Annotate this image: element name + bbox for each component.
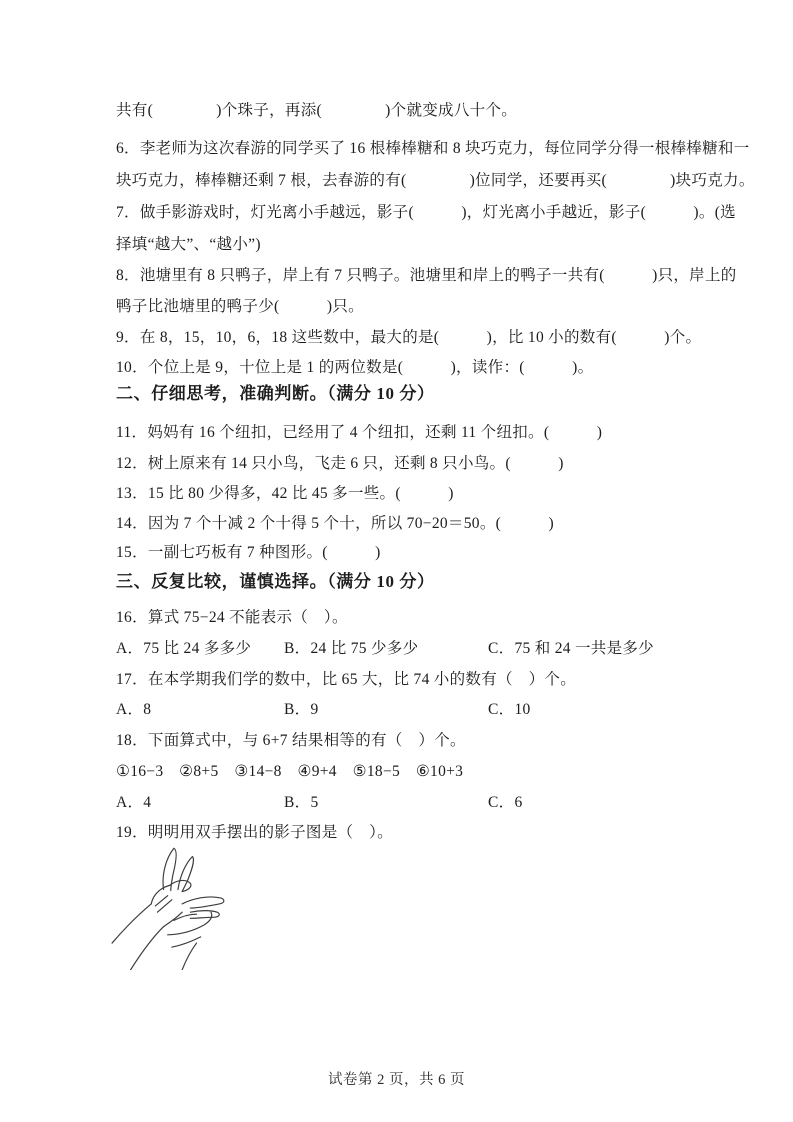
question-17-option-b: B．9	[284, 701, 319, 718]
question-18: 18．下面算式中，与 6+7 结果相等的有（ ）个。	[116, 732, 466, 749]
question-18-equation-list: ①16−3 ②8+5 ③14−8 ④9+4 ⑤18−5 ⑥10+3	[116, 763, 464, 780]
section-2-heading: 二、仔细思考，准确判断。（满分 10 分）	[116, 384, 435, 403]
question-17: 17．在本学期我们学的数中，比 65 大，比 74 小的数有（ ）个。	[116, 671, 577, 688]
question-17-option-c: C．10	[488, 701, 531, 718]
question-8-line-2: 鸭子比池塘里的鸭子少( )只。	[116, 298, 364, 315]
question-17-option-a: A．8	[116, 701, 152, 718]
question-6-line-2: 块巧克力，棒棒糖还剩 7 根，去春游的有( )位同学，还要再买( )块巧克力。	[116, 172, 755, 189]
question-18-option-c: C．6	[488, 794, 523, 811]
question-19: 19．明明用双手摆出的影子图是（ ）。	[116, 824, 393, 841]
question-9: 9．在 8，15，10，6，18 这些数中，最大的是( )，比 10 小的数有( )个。	[116, 329, 702, 346]
hand-shadow-image	[110, 844, 246, 970]
page-footer: 试卷第 2 页，共 6 页	[328, 1072, 465, 1088]
question-13: 13．15 比 80 少得多，42 比 45 多一些。( )	[116, 485, 454, 502]
question-8-line-1: 8．池塘里有 8 只鸭子，岸上有 7 只鸭子。池塘里和岸上的鸭子一共有( )只，岸上的	[116, 267, 737, 284]
question-18-option-a: A．4	[116, 794, 152, 811]
question-15: 15．一副七巧板有 7 种图形。( )	[116, 544, 381, 561]
question-16: 16．算式 75−24 不能表示（ ）。	[116, 609, 348, 626]
question-6-line-1: 6．李老师为这次春游的同学买了 16 根棒棒糖和 8 块巧克力，每位同学分得一根棒棒糖和一	[116, 140, 750, 157]
question-16-option-b: B．24 比 75 少多少	[284, 640, 419, 657]
question-11: 11．妈妈有 16 个纽扣，已经用了 4 个纽扣，还剩 11 个纽扣。( )	[116, 424, 603, 441]
question-12: 12．树上原来有 14 只小鸟，飞走 6 只，还剩 8 只小鸟。( )	[116, 455, 564, 472]
question-14: 14．因为 7 个十减 2 个十得 5 个十，所以 70−20＝50。( )	[116, 515, 554, 532]
question-7-line-2: 择填“越大”、“越小”)	[116, 236, 261, 253]
question-16-option-a: A．75 比 24 多多少	[116, 640, 252, 657]
section-3-heading: 三、反复比较，谨慎选择。（满分 10 分）	[116, 572, 435, 591]
question-10: 10．个位上是 9，十位上是 1 的两位数是( )，读作：( )。	[116, 359, 594, 376]
question-18-option-b: B．5	[284, 794, 319, 811]
question-7-line-1: 7．做手影游戏时，灯光离小手越远，影子( )，灯光离小手越近，影子( )。(选	[116, 204, 736, 221]
question-16-option-c: C．75 和 24 一共是多少	[488, 640, 654, 657]
question-5-continuation: 共有( )个珠子，再添( )个就变成八十个。	[116, 102, 518, 119]
